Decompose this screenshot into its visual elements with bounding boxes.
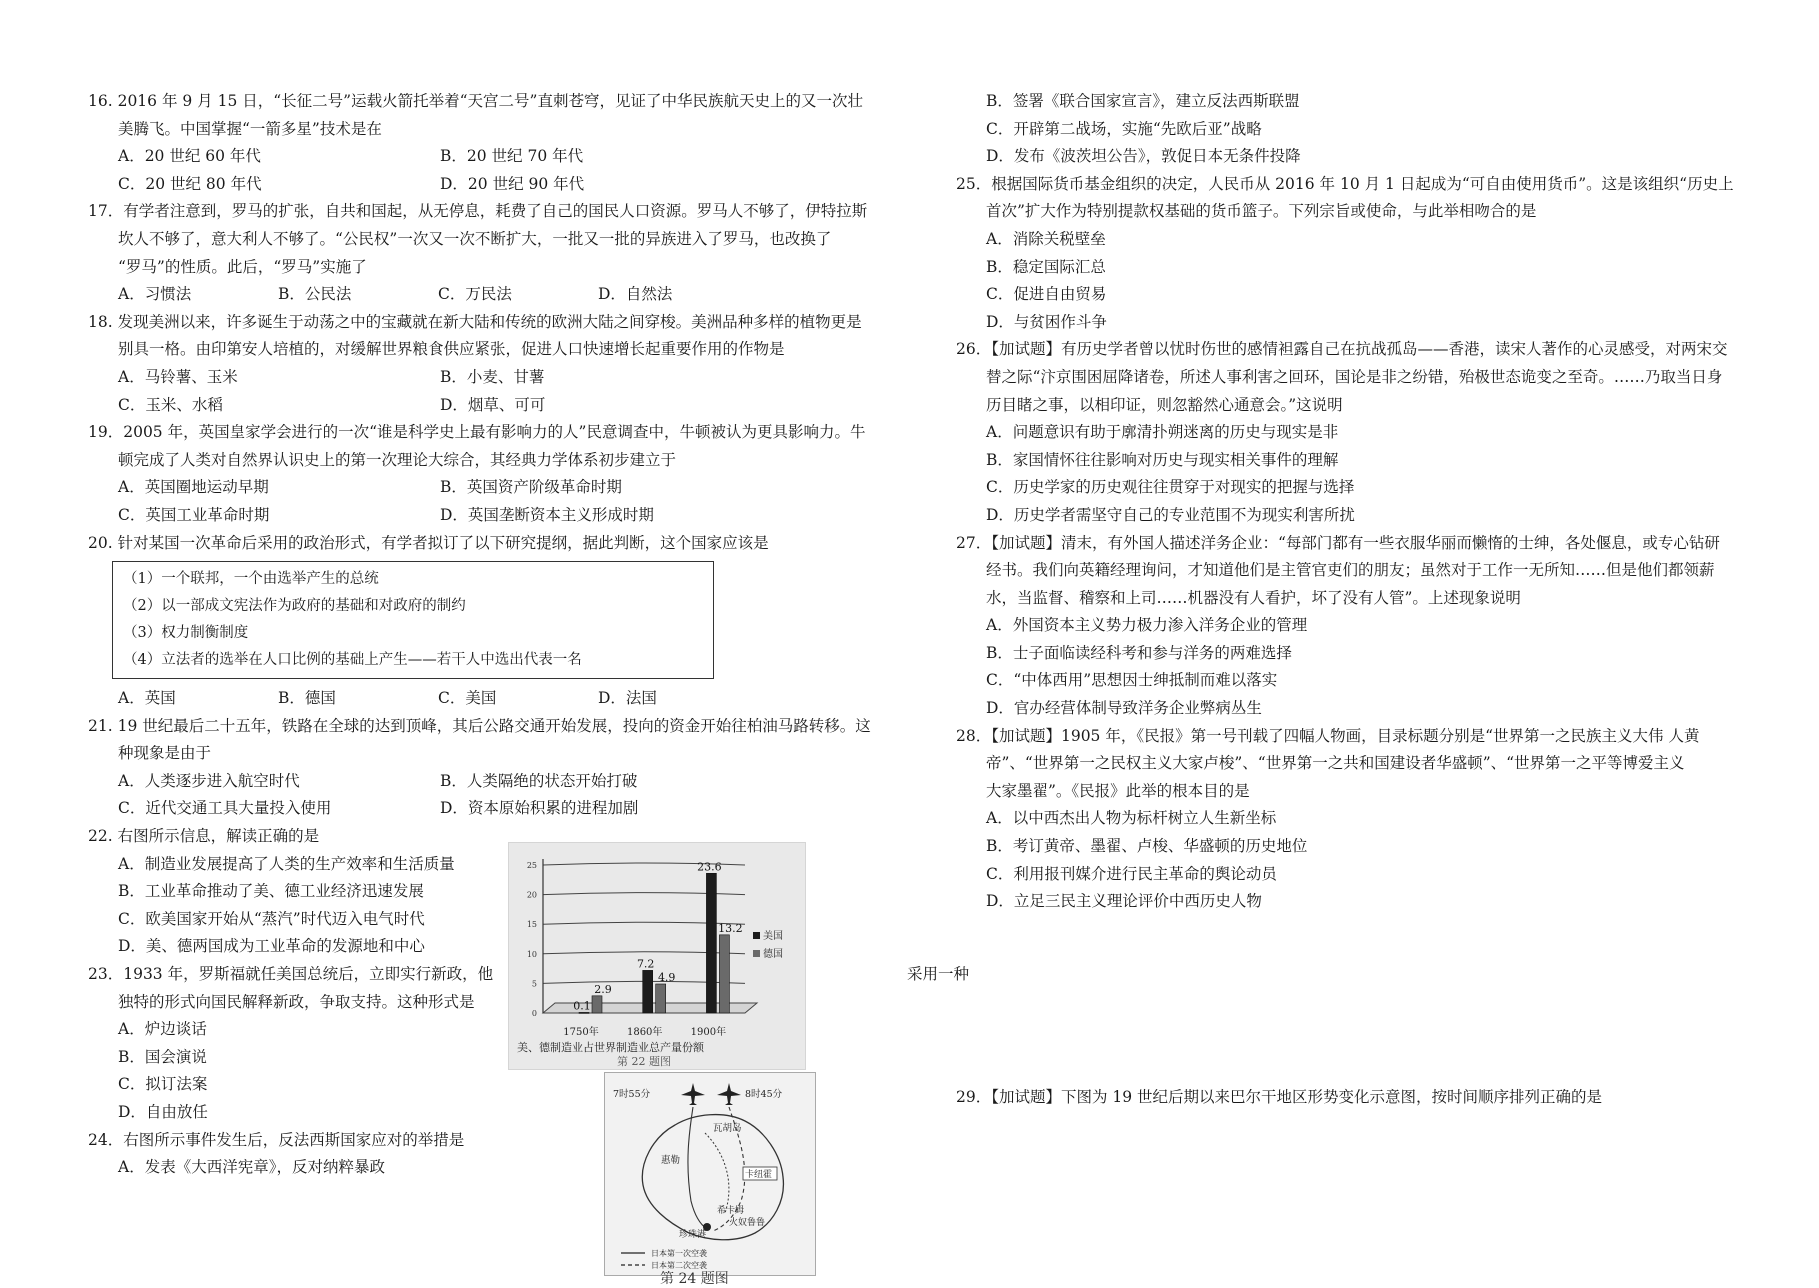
map-label-pearl-harbor: 珍珠港 — [679, 1230, 707, 1240]
q23-option-a[interactable]: A．炉边谈话 — [118, 1020, 207, 1039]
chart-x-tick-label: 1860年 — [626, 1027, 663, 1038]
q20-option-d[interactable]: D．法国 — [598, 689, 657, 708]
q25-stem-line2: 首次”扩大作为特别提款权基础的货币篮子。下列宗旨或使命，与此举相吻合的是 — [986, 202, 1537, 221]
chart-legend-swatch — [753, 950, 760, 957]
chart-x-ticks — [563, 1025, 726, 1038]
q26-option-d[interactable]: D．历史学者需坚守自己的专业范围不为现实利害所扰 — [986, 505, 1355, 524]
figure-24-svg — [605, 1073, 815, 1275]
q26-stem-line3: 历目睹之事，以相印证，则忽豁然心通意会。”这说明 — [986, 395, 1343, 414]
q19-option-c[interactable]: C．英国工业革命时期 — [118, 505, 270, 524]
q22-stem-line1: 22. 右图所示信息，解读正确的是 — [88, 827, 320, 846]
question-28 — [956, 723, 1746, 916]
q19-stem-line1: 19．2005 年，英国皇家学会进行的一次“谁是科学史上最有影响力的人”民意调查中，牛顿被认为更具影响力。牛 — [88, 423, 866, 442]
map-label-oahu: 瓦胡岛 — [713, 1123, 742, 1134]
q20-stem-line1: 20. 针对某国一次革命后采用的政治形式，有学者拟订了以下研究提纲，据此判断，这个国家应该是 — [88, 533, 769, 552]
q24-option-c[interactable]: C．开辟第二战场，实施“先欧后亚”战略 — [986, 119, 1262, 138]
figure-24-map — [604, 1072, 816, 1276]
q23-option-d[interactable]: D．自由放任 — [118, 1103, 208, 1121]
q26-option-c[interactable]: C．历史学家的历史观往往贯穿于对现实的把握与选择 — [986, 478, 1355, 497]
q24-stem-line1: 24．右图所示事件发生后，反法西斯国家应对的举措是 — [88, 1130, 465, 1149]
q26-option-a[interactable]: A．问题意识有助于廓清扑朔迷离的历史与现实是非 — [986, 423, 1339, 442]
chart-bar — [579, 1012, 589, 1013]
q26-option-b[interactable]: B．家国情怀往往影响对历史与现实相关事件的理解 — [986, 450, 1339, 469]
q20-option-a[interactable]: A．英国 — [118, 689, 176, 708]
q18-option-d[interactable]: D．烟草、可可 — [440, 395, 546, 414]
q25-option-d[interactable]: D．与贫困作斗争 — [986, 312, 1107, 331]
chart-bar — [656, 984, 666, 1013]
map-time-first-wave: 7时55分 — [613, 1089, 651, 1100]
plane-icon — [681, 1083, 705, 1105]
q22-option-c[interactable]: C．欧美国家开始从“蒸汽”时代迈入电气时代 — [118, 909, 425, 928]
q18-option-b[interactable]: B．小麦、甘薯 — [440, 367, 545, 386]
chart-y-tick-label: 15 — [526, 920, 537, 930]
q28-stem-line2: 帝”、“世界第一之民权主义大家卢梭”、“世界第一之共和国建设者华盛顿”、“世界第一之平等博爱主义 — [986, 754, 1685, 773]
q25-stem-line1: 25．根据国际货币基金组织的决定，人民币从 2016 年 10 月 1 日起成为“可自由使用货币”。这是该组织“历史上 — [956, 174, 1734, 193]
question-17 — [88, 198, 908, 308]
q28-option-d[interactable]: D．立足三民主义理论评价中西历史人物 — [986, 892, 1262, 911]
q23-option-b[interactable]: B．国会演说 — [118, 1047, 207, 1066]
q20-option-b[interactable]: B．德国 — [278, 689, 336, 708]
question-19 — [88, 419, 908, 529]
q21-option-c[interactable]: C．近代交通工具大量投入使用 — [118, 799, 332, 818]
q17-stem-line1: 17．有学者注意到，罗马的扩张，自共和国起，从无停息，耗费了自己的国民人口资源。罗马人不够了，伊特拉斯 — [88, 202, 868, 221]
q16-option-d[interactable]: D．20 世纪 90 年代 — [440, 174, 585, 193]
q17-stem-line3: “罗马”的性质。此后，“罗马”实施了 — [118, 257, 367, 276]
q20-outline-item-1: （1）一个联邦，一个由选举产生的总统 — [123, 571, 379, 588]
q20-outline-item-4: （4）立法者的选举在人口比例的基础上产生——若干人中选出代表一名 — [123, 652, 582, 669]
q27-stem-line1: 27．【加试题】清末，有外国人描述洋务企业：“每部门都有一些衣服华丽而懒惰的士绅，各处偃息，或专心钻研 — [956, 533, 1720, 552]
right-column — [956, 88, 1746, 1111]
q21-option-d[interactable]: D．资本原始积累的进程加剧 — [440, 799, 639, 818]
question-20 — [88, 530, 908, 713]
q19-option-a[interactable]: A．英国圈地运动早期 — [118, 478, 269, 497]
q22-option-a[interactable]: A．制造业发展提高了人类的生产效率和生活质量 — [118, 854, 455, 873]
q25-option-c[interactable]: C．促进自由贸易 — [986, 285, 1107, 304]
q28-stem-line1: 28．【加试题】1905 年，《民报》第一号刊载了四幅人物画，目录标题分别是“世界第一之民族主义大伟 人黄 — [956, 726, 1700, 745]
q18-stem-line2: 别具一格。由印第安人培植的，对缓解世界粮食供应紧张，促进人口快速增长起重要作用的作物是 — [118, 340, 785, 359]
q21-option-b[interactable]: B．人类隔绝的状态开始打破 — [440, 771, 638, 790]
q20-outline-item-2: （2）以一部成文宪法作为政府的基础和对政府的制约 — [123, 598, 466, 615]
q16-option-c[interactable]: C．20 世纪 80 年代 — [118, 174, 262, 193]
chart-data-label: 0.1 — [573, 999, 591, 1013]
q29-stem-line1: 29．【加试题】下图为 19 世纪后期以来巴尔干地区形势变化示意图，按时间顺序排列正确的是 — [956, 1087, 1603, 1106]
question-27 — [956, 530, 1746, 723]
q16-option-a[interactable]: A．20 世纪 60 年代 — [118, 147, 261, 166]
chart-x-tick-label: 1750年 — [563, 1027, 599, 1038]
chart-y-ticks — [527, 861, 537, 1018]
q27-stem-line3: 水，当监督、稽察和上司……机器没有人看护，坏了没有人管”。上述现象说明 — [986, 588, 1521, 607]
question-25 — [956, 171, 1746, 337]
chart-legend — [753, 929, 783, 960]
q20-outline-box — [112, 561, 714, 679]
chart-y-tick-label: 0 — [531, 1009, 537, 1018]
q26-stem-line2: 替之际“汴京围困屈降诸卷，所述人事利害之回环，国论是非之纷错，殆极世态诡变之至奇。……乃取当日身 — [986, 367, 1723, 386]
q22-option-d[interactable]: D．美、德两国成为工业革命的发源地和中心 — [118, 937, 425, 956]
q28-option-c[interactable]: C．利用报刊媒介进行民主革命的舆论动员 — [986, 864, 1277, 883]
q25-option-b[interactable]: B．稳定国际汇总 — [986, 257, 1106, 276]
q24-option-b[interactable]: B．签署《联合国家宣言》，建立反法西斯联盟 — [986, 92, 1300, 110]
chart-legend-label: 美国 — [763, 931, 783, 942]
map-legend-first-attack: 日本第一次空袭 — [651, 1249, 707, 1258]
q16-stem-line1: 16. 2016 年 9 月 15 日，“长征二号”运载火箭托举着“天宫二号”直刺苍穹，见证了中华民族航天史上的又一次壮 — [88, 92, 863, 110]
chart-bar — [719, 935, 729, 1013]
chart-data-label: 4.9 — [657, 970, 676, 984]
q24-option-d[interactable]: D．发布《波茨坦公告》，敦促日本无条件投降 — [986, 147, 1301, 166]
q28-option-b[interactable]: B．考订黄帝、墨翟、卢梭、华盛顿的历史地位 — [986, 837, 1308, 856]
q23-option-c[interactable]: C．拟订法案 — [118, 1075, 208, 1094]
q27-option-a[interactable]: A．外国资本主义势力极力渗入洋务企业的管理 — [986, 616, 1308, 635]
q27-option-c[interactable]: C．“中体西用”思想因士绅抵制而难以落实 — [986, 671, 1278, 690]
q25-option-a[interactable]: A．消除关税壁垒 — [986, 229, 1106, 248]
q23-stem-line2: 独特的形式向国民解释新政，争取支持。这种形式是 — [118, 992, 475, 1011]
chart-y-tick-label: 20 — [526, 890, 537, 900]
q21-stem-line2: 种现象是由于 — [118, 744, 212, 763]
q22-option-b[interactable]: B．工业革命推动了美、德工业经济迅速发展 — [118, 882, 424, 901]
chart-y-tick-label: 10 — [526, 949, 537, 959]
question-18 — [88, 309, 908, 419]
map-label-hickam: 希卡姆 — [717, 1206, 745, 1216]
figure-22-svg — [509, 843, 805, 1069]
chart-data-label: 7.2 — [636, 957, 655, 971]
question-29 — [956, 1084, 1746, 1112]
q17-option-d[interactable]: D．自然法 — [598, 285, 673, 304]
question-21 — [88, 713, 908, 823]
q19-stem-line2: 顿完成了人类对自然界认识史上的第一次理论大综合，其经典力学体系初步建立于 — [118, 450, 677, 469]
figure-22-chart — [508, 842, 806, 1070]
map-label-kaneohe: 卡纽霍 — [745, 1170, 773, 1180]
q28-stem-line3: 大家墨翟”。《民报》此举的根本目的是 — [986, 781, 1250, 800]
map-label-honolulu: 火奴鲁鲁 — [729, 1218, 766, 1228]
chart-bar — [592, 996, 602, 1013]
q23-stem-line1: 23．1933 年，罗斯福就任美国总统后，立即实行新政，他 — [88, 965, 494, 984]
q19-option-b[interactable]: B．英国资产阶级革命时期 — [440, 478, 622, 497]
q18-option-c[interactable]: C．玉米、水稻 — [118, 395, 223, 414]
q16-stem-line2: 美腾飞。中国掌握“一箭多星”技术是在 — [118, 119, 382, 138]
plane-icon — [717, 1083, 741, 1105]
chart-data-label: 23.6 — [697, 860, 722, 874]
q20-outline-item-3: （3）权力制衡制度 — [123, 625, 249, 642]
q27-stem-line2: 经书。我们向英籍经理询问，才知道他们是主管官吏们的朋友；虽然对于工作一无所知……但是他们都领薪 — [986, 561, 1715, 580]
chart-bar — [643, 970, 653, 1013]
q23-stem-line1-tail: 采用一种 — [907, 965, 970, 984]
q27-option-d[interactable]: D．官办经营体制导致洋务企业弊病丛生 — [986, 699, 1262, 718]
question-16 — [88, 88, 908, 198]
map-label-wheeler: 惠勒 — [661, 1155, 681, 1166]
q17-stem-line2: 坎人不够了，意大利人不够了。“公民权”一次又一次不断扩大，一批又一批的异族进入了罗马，也改换了 — [118, 229, 832, 248]
q26-stem-line1: 26．【加试题】有历史学者曾以忧时伤世的感情袒露自己在抗战孤岛——香港，读宋人著作的心灵感受，对两宋交 — [956, 340, 1728, 359]
q19-option-d[interactable]: D．英国垄断资本主义形成时期 — [440, 505, 654, 524]
chart-y-tick-label: 5 — [531, 979, 537, 989]
chart-data-label: 2.9 — [594, 982, 612, 996]
chart-legend-label: 德国 — [763, 949, 783, 960]
map-legend-second-attack: 日本第二次空袭 — [651, 1261, 707, 1270]
chart-data-label: 13.2 — [718, 921, 743, 935]
map-time-second-wave: 8时45分 — [745, 1089, 783, 1100]
q17-option-b[interactable]: B．公民法 — [278, 285, 352, 304]
q17-option-c[interactable]: C．万民法 — [438, 285, 512, 304]
chart-y-tick-label: 25 — [526, 861, 537, 870]
figure-24-caption: 第 24 题图 — [660, 1271, 729, 1287]
q20-option-c[interactable]: C．美国 — [438, 689, 497, 708]
chart-bar — [706, 873, 716, 1013]
chart-legend-swatch — [753, 932, 760, 939]
question-24-continued — [956, 88, 1746, 171]
q17-option-a[interactable]: A．习惯法 — [118, 285, 192, 304]
q28-option-a[interactable]: A．以中西杰出人物为标杆树立人生新坐标 — [986, 809, 1277, 828]
q18-stem-line1: 18. 发现美洲以来，许多诞生于动荡之中的宝藏就在新大陆和传统的欧洲大陆之间穿梭。美洲品种多样的植物更是 — [88, 312, 862, 331]
chart-x-tick-label: 1900年 — [690, 1027, 727, 1038]
q21-option-a[interactable]: A．人类逐步进入航空时代 — [118, 771, 300, 790]
q27-option-b[interactable]: B．士子面临读经科考和参与洋务的两难选择 — [986, 643, 1292, 662]
q21-stem-line1: 21. 19 世纪最后二十五年，铁路在全球的达到顶峰，其后公路交通开始发展，投向的资金开始往柏油马路转移。这 — [88, 716, 871, 735]
q16-option-b[interactable]: B．20 世纪 70 年代 — [440, 147, 584, 166]
q24-option-a[interactable]: A．发表《大西洋宪章》，反对纳粹暴政 — [118, 1158, 385, 1177]
q18-option-a[interactable]: A．马铃薯、玉米 — [118, 367, 238, 386]
chart-caption: 美、德制造业占世界制造业总产量份额 — [517, 1041, 704, 1054]
question-26 — [956, 336, 1746, 529]
chart-figure-label: 第 22 题图 — [617, 1055, 671, 1068]
